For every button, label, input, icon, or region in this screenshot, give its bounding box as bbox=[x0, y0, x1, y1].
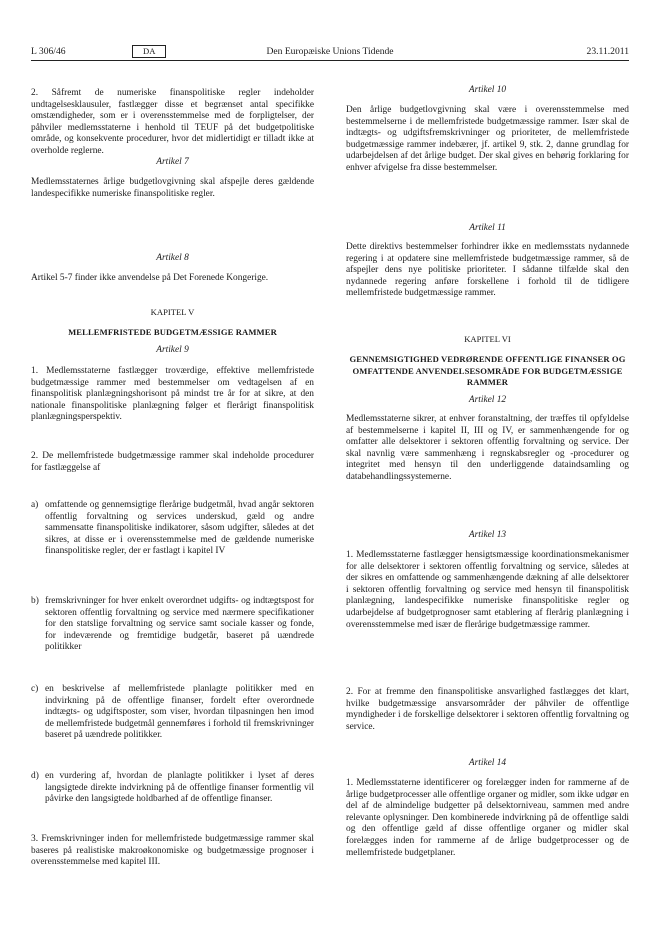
chapter-5-label: KAPITEL V bbox=[150, 307, 195, 317]
article-9-title: Artikel 9 bbox=[156, 345, 189, 355]
article-10-title: Artikel 10 bbox=[468, 85, 507, 95]
article-13-paragraph-2: 2. For at fremme den finanspolitiske ansvarlighed fastlægges det klart, hvilke budgetmæssige ansvarsområder der påhviler de offentlige myndigheder i de forskellige delsektorer i sektoren offentlig forvaltning og service. bbox=[346, 687, 629, 732]
chapter-5-heading: MELLEMFRISTEDE BUDGETMÆSSIGE RAMMER bbox=[68, 327, 277, 337]
header-rule bbox=[31, 60, 629, 61]
list-item-text: en vurdering af, hvordan de planlagte politikker i lyset af deres langsigtede direkte indvirkning på de offentlige finanser formentlig vil påvirke den langsigtede holdbarhed af de offentlige finanser. bbox=[45, 771, 314, 805]
article-8-title: Artikel 8 bbox=[156, 253, 189, 263]
article-13-title: Artikel 13 bbox=[468, 530, 507, 540]
journal-reference: L 306/46 bbox=[31, 46, 66, 57]
article-9-paragraph-1: 1. Medlemsstaterne fastlægger troværdige, effektive mellemfristede budgetmæssige rammer med bestemmelser om vedtagelsen af en finanspolitisk planlægningshorisont på mindst tre år for at sikre, at den nationale finanspolitiske planlægning følger et flerårigt finanspolitisk planlægningsperspektiv. bbox=[31, 366, 314, 423]
list-item-label: b) bbox=[31, 596, 39, 606]
article-7-text: Medlemsstaternes årlige budgetlovgivning skal afspejle deres gældende landespecifikke numeriske finanspolitiske regler. bbox=[31, 177, 314, 199]
chapter-6-heading: GENNEMSIGTIGHED VEDRØRENDE OFFENTLIGE FINANSER OG OMFATTENDE ANVENDELSESOMRÅDE FOR BUDGETMÆSSIGE RAMMER bbox=[349, 354, 626, 388]
article-14-title: Artikel 14 bbox=[468, 758, 507, 768]
article-14-paragraph-1: 1. Medlemsstaterne identificerer og forelægger inden for rammerne af de årlige budgetprocesser alle offentlige organer og midler, som ikke udgør en del af de almindelige budgetter på delsektorniveau, sammen med andre relevante oplysninger. Den kombinerede indvirkning på de offentlige saldi og den offentlige gæld af disse offentlige organer og midler skal forelægges inden for rammerne af de årlige budgetprocesser og de mellemfristede budgetplaner. bbox=[346, 778, 629, 858]
list-item-label: a) bbox=[31, 500, 39, 510]
list-item-a bbox=[31, 500, 314, 558]
list-item-c bbox=[31, 684, 314, 742]
article-10-text: Den årlige budgetlovgivning skal være i overensstemmelse med bestemmelserne i de mellemfristede budgetmæssige rammer. Især skal de indtægts- og udgiftsfremskrivninger og prioriteter, de mellemfristede budgetmæssige rammer indebærer, jf. artikel 9, stk. 2, danne grundlag for udarbejdelsen af det årlige budget. Der skal gives en behørig forklaring for enhver afvigelse fra disse bestemmelser. bbox=[346, 105, 629, 173]
article-13-paragraph-1: 1. Medlemsstaterne fastlægger hensigtsmæssige koordinationsmekanismer for alle delsektorer i sektoren offentlig forvaltning og service, således at der sikres en omfattende og sammenhængende dækning af alle delsektorer i sektoren offentlig forvaltning og service med hensyn til finanspolitisk planlægning, landespecifikke numeriske finanspolitiske regler og udarbejdelse af budgetprognoser samt etablering af flerårig planlægning i overensstemmelse med især de flerårige budgetmæssige rammer. bbox=[346, 550, 629, 630]
art6-paragraph-2: 2. Såfremt de numeriske finanspolitiske regler indeholder undtagelsesklausuler, fastlægger disse et begrænset antal specifikke omstændigheder, som er i overensstemmelse med de forpligtelser, der påhviler medlemsstaterne i henhold til TEUF på det budgetpolitiske område, og konsekvente procedurer, hvor det midlertidigt er tilladt ikke at overholde reglerne. bbox=[31, 88, 314, 156]
article-9-paragraph-3: 3. Fremskrivninger inden for mellemfristede budgetmæssige rammer skal baseres på realistiske makroøkonomiske og budgetmæssige prognoser i overensstemmelse med kapitel III. bbox=[31, 834, 314, 868]
article-7-title: Artikel 7 bbox=[156, 157, 189, 167]
article-8-text: Artikel 5-7 finder ikke anvendelse på Det Forenede Kongerige. bbox=[31, 273, 269, 283]
list-item-label: d) bbox=[31, 771, 39, 781]
article-11-text: Dette direktivs bestemmelser forhindrer ikke en medlemsstats nydannede regering i at opdatere sine mellemfristede budgetmæssige rammer, så de afspejler dens nye politiske prioriteter. I sådanne tilfælde skal den nydannede regering anføre forskellene i forhold til de tidligere mellemfristede budgetmæssige rammer. bbox=[346, 242, 629, 299]
list-item-label: c) bbox=[31, 684, 39, 694]
article-12-title: Artikel 12 bbox=[468, 395, 507, 405]
language-badge: DA bbox=[132, 45, 166, 58]
list-item-b bbox=[31, 596, 314, 654]
list-item-d bbox=[31, 771, 314, 806]
list-item-text: omfattende og gennemsigtige flerårige budgetmål, hvad angår sektoren offentlig forvaltning og services underskud, gæld og andre sammensatte finanspolitiske indikatorer, såsom udgifter, således at det sikres, at disse er i overensstemmelse med de gældende numeriske finanspolitiske regler, der er fastlagt i kapitel IV bbox=[45, 500, 314, 557]
article-11-title: Artikel 11 bbox=[469, 223, 506, 233]
publication-date: 23.11.2011 bbox=[586, 46, 629, 57]
article-12-text: Medlemsstaterne sikrer, at enhver foranstaltning, der træffes til opfyldelse af bestemmelserne i kapitel II, III og IV, er sammenhængende for og omfatter alle delsektorer i sektoren offentlig forvaltning og service. Der skal navnlig være sammenhæng i regnskabsregler og -procedurer og integritet med hensyn til den underliggende dataindsamling og databehandlingssystemerne. bbox=[346, 414, 629, 482]
list-item-text: fremskrivninger for hver enkelt overordnet udgifts- og indtægtspost for sektoren offentlig forvaltning og service med nærmere specifikationer for den statslige forvaltning og service samt sociale kasser og fonde, for indeværende og fremtidige budgetår, baseret på uændrede politikker bbox=[45, 596, 314, 653]
chapter-6-label: KAPITEL VI bbox=[464, 334, 511, 344]
list-item-text: en beskrivelse af mellemfristede planlagte politikker med en indvirkning på de offentlige finanser, fordelt efter overordnede indtægts- og udgiftsposter, som viser, hvordan tilpasningen hen imod de mellemfristede budgetmål gennemføres i forhold til fremskrivninger baseret på uændrede politikker. bbox=[45, 684, 314, 741]
article-9-paragraph-2: 2. De mellemfristede budgetmæssige rammer skal indeholde procedurer for fastlæggelse af bbox=[31, 451, 314, 473]
journal-title: Den Europæiske Unions Tidende bbox=[266, 46, 394, 57]
page-header bbox=[31, 45, 629, 59]
